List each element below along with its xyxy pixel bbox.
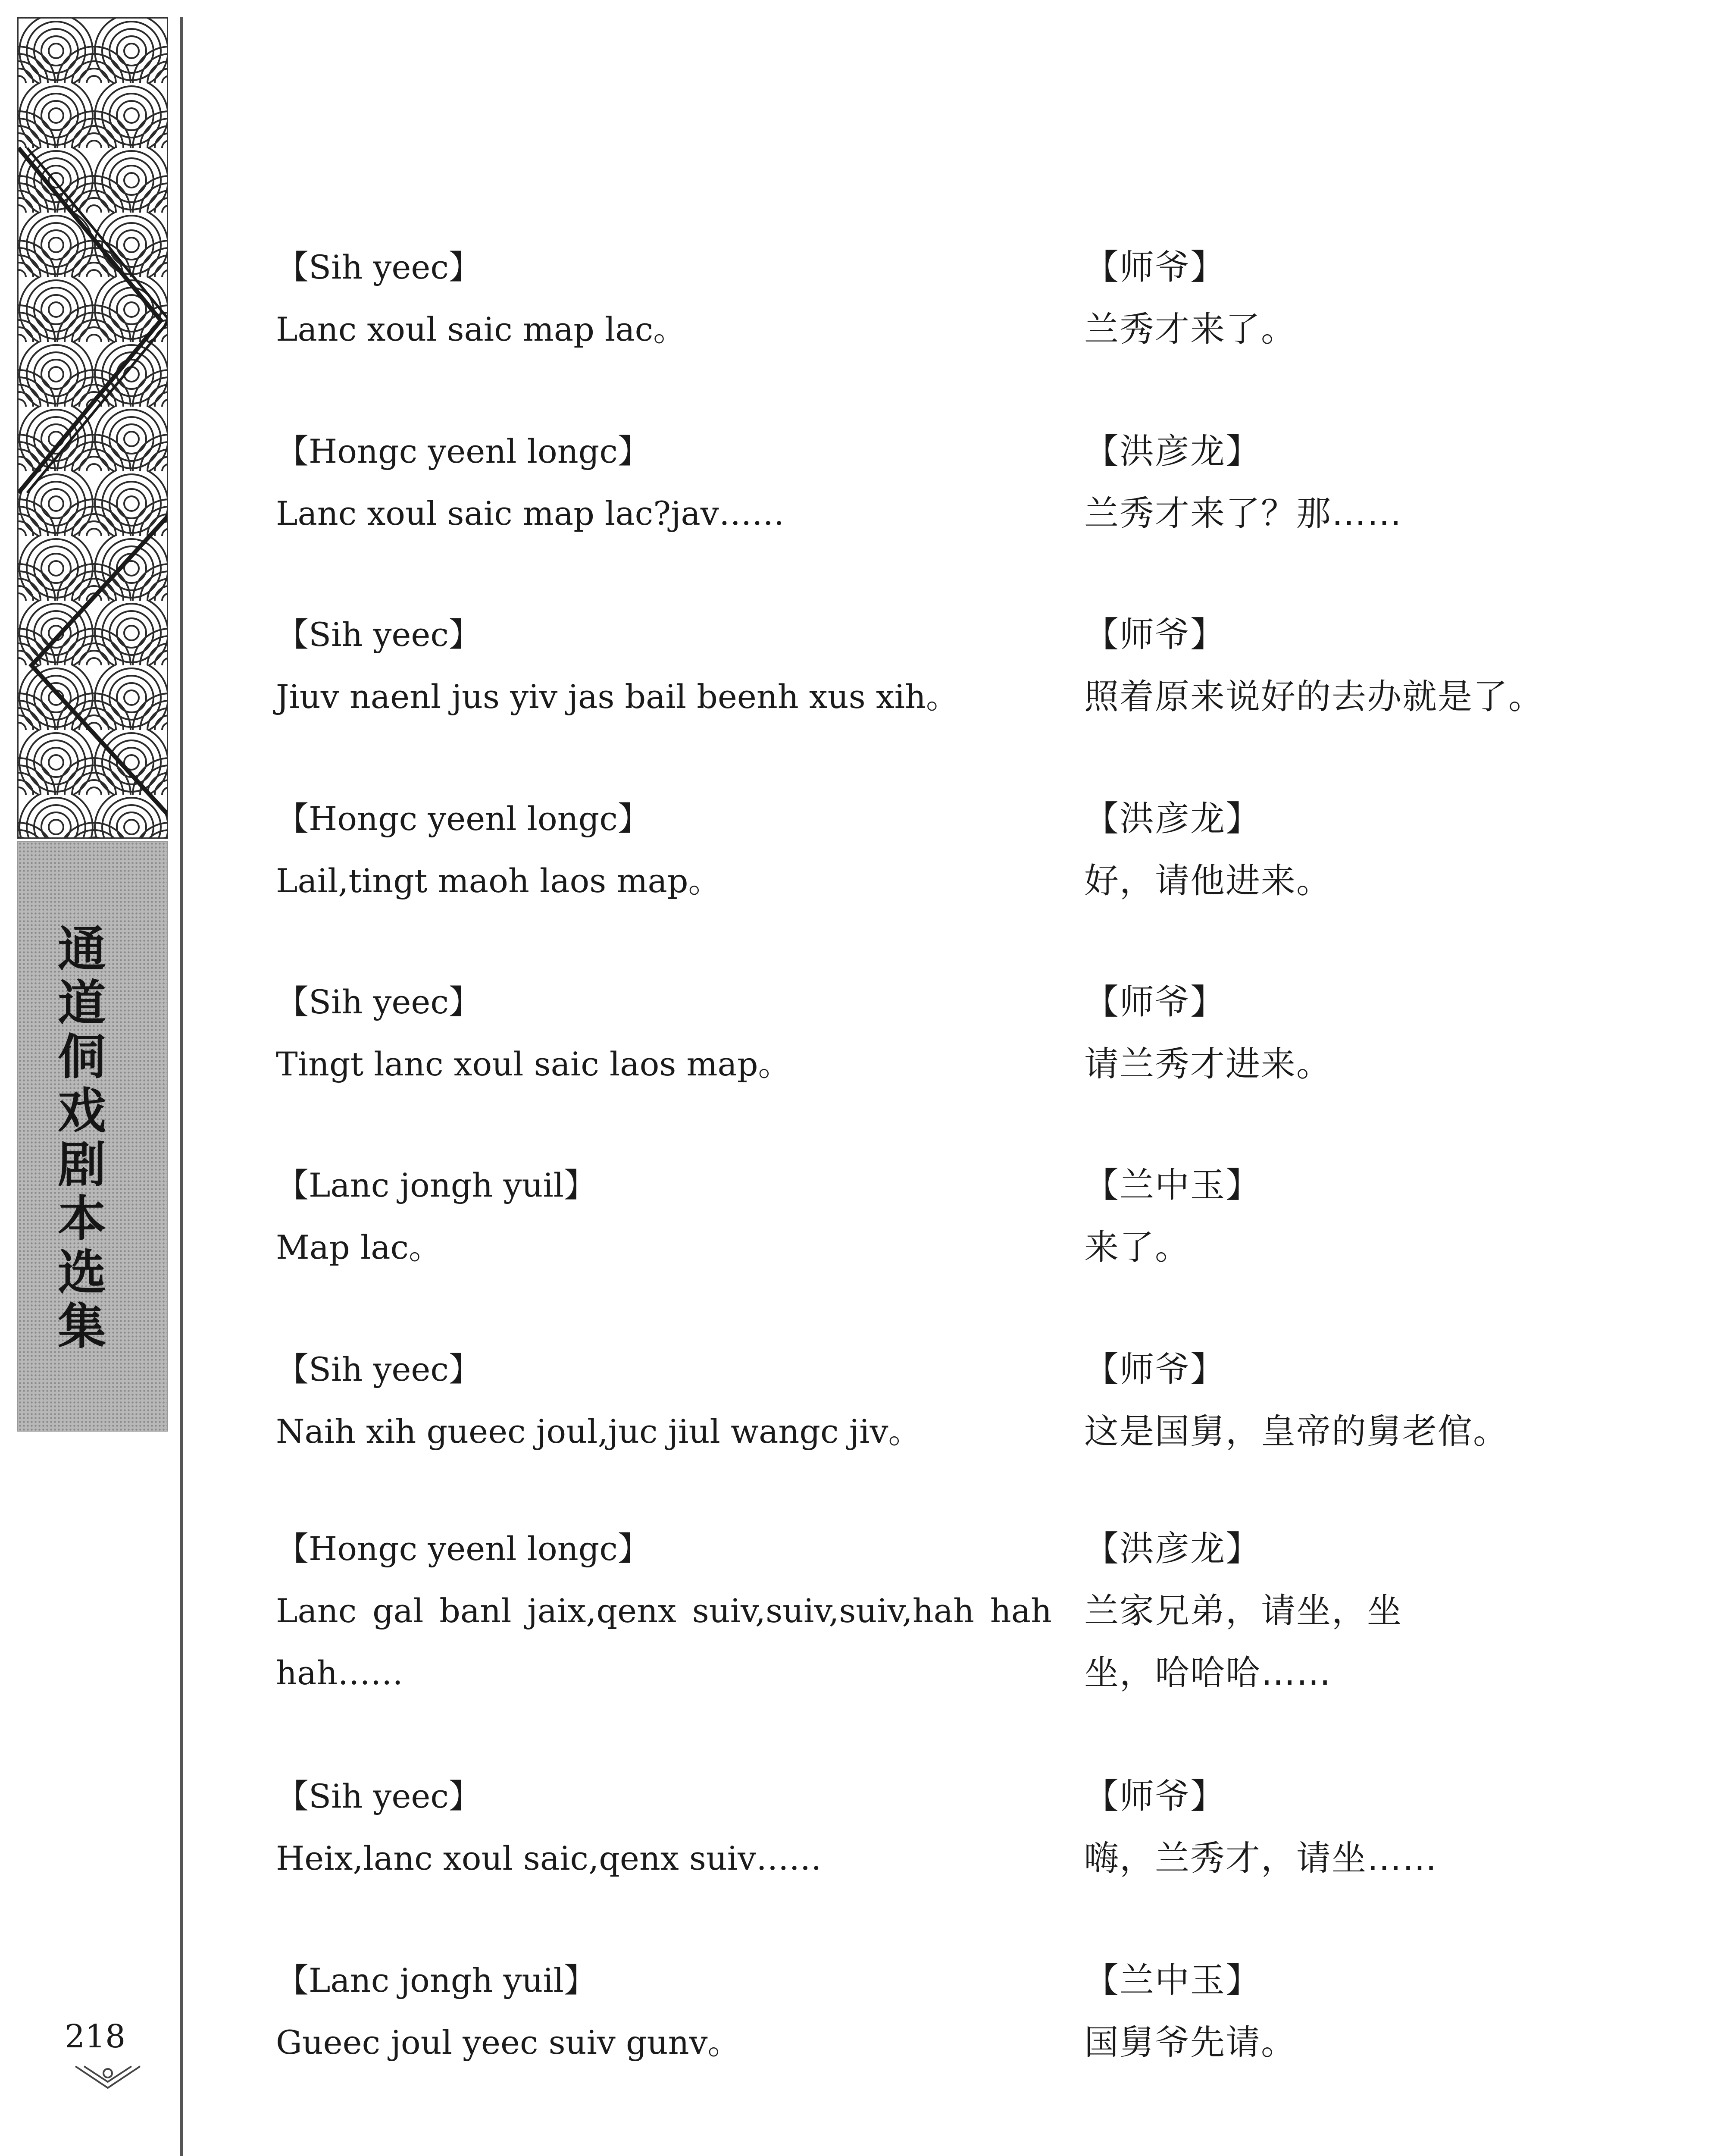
dong-speaker: 【Hongc yeenl longc】 xyxy=(276,799,651,838)
dong-line: Lanc xoul saic map lac。 xyxy=(276,310,686,348)
chinese-speaker: 【师爷】 xyxy=(1084,247,1226,287)
dong-line: Heix,lanc xoul saic,qenx suiv…… xyxy=(276,1839,822,1877)
chinese-speaker: 【洪彦龙】 xyxy=(1084,1529,1261,1569)
dong-line: Map lac。 xyxy=(276,1228,442,1266)
dong-text xyxy=(276,420,1052,545)
margin-divider-line xyxy=(180,17,183,2156)
chinese-text xyxy=(1084,1765,1558,1890)
decorative-cloud-pattern xyxy=(17,17,168,839)
chinese-text xyxy=(1084,1949,1558,2074)
dong-speaker: 【Sih yeec】 xyxy=(276,1350,482,1388)
dong-speaker: 【Sih yeec】 xyxy=(276,615,482,654)
book-title: 通道侗戏剧本选集 xyxy=(58,921,106,1355)
dong-text xyxy=(276,1154,1052,1279)
dong-line: Tingt lanc xoul saic laos map。 xyxy=(276,1045,791,1083)
chinese-text xyxy=(1084,788,1558,912)
chinese-text xyxy=(1084,604,1558,728)
chinese-text xyxy=(1084,1338,1558,1463)
chinese-line: 兰秀才来了。 xyxy=(1084,309,1296,349)
page-ornament-icon xyxy=(73,2061,142,2091)
dong-text xyxy=(276,1765,1052,1890)
chinese-line: 请兰秀才进来。 xyxy=(1084,1044,1332,1084)
dong-text xyxy=(276,788,1052,912)
chinese-line: 来了。 xyxy=(1084,1227,1190,1267)
dong-speaker: 【Lanc jongh yuil】 xyxy=(276,1961,597,1999)
dong-line: Lanc gal banl jaix,qenx suiv,suiv,suiv,hah hah hah…… xyxy=(276,1592,1052,1692)
dong-line: Lanc xoul saic map lac?jav…… xyxy=(276,494,785,533)
dong-speaker: 【Sih yeec】 xyxy=(276,1777,482,1815)
dong-line: Gueec joul yeec suiv gunv。 xyxy=(276,2023,741,2062)
chinese-speaker: 【师爷】 xyxy=(1084,982,1226,1022)
dong-text xyxy=(276,1949,1052,2074)
chinese-text xyxy=(1084,420,1558,545)
dong-text xyxy=(276,971,1052,1095)
chinese-speaker: 【洪彦龙】 xyxy=(1084,799,1261,839)
chinese-line: 照着原来说好的去办就是了。 xyxy=(1084,677,1544,717)
chinese-speaker: 【师爷】 xyxy=(1084,1349,1226,1389)
dong-text xyxy=(276,1338,1052,1463)
chinese-speaker: 【兰中玉】 xyxy=(1084,1960,1261,2000)
side-band xyxy=(0,0,172,2156)
chinese-text xyxy=(1084,1518,1429,1704)
dong-line: Jiuv naenl jus yiv jas bail beenh xus xih。 xyxy=(276,677,959,716)
dong-speaker: 【Sih yeec】 xyxy=(276,248,482,286)
chinese-text xyxy=(1084,236,1558,360)
chinese-line: 兰家兄弟，请坐，坐坐，哈哈哈…… xyxy=(1084,1591,1402,1693)
dong-text xyxy=(276,1518,1052,1704)
chinese-line: 兰秀才来了？那…… xyxy=(1084,493,1402,533)
dong-line: Lail,tingt maoh laos map。 xyxy=(276,862,721,900)
dong-line: Naih xih gueec joul,juc jiul wangc jiv。 xyxy=(276,1412,921,1451)
dong-speaker: 【Hongc yeenl longc】 xyxy=(276,432,651,470)
chinese-speaker: 【兰中玉】 xyxy=(1084,1165,1261,1205)
dong-text xyxy=(276,236,1052,360)
dong-speaker: 【Sih yeec】 xyxy=(276,983,482,1021)
chinese-speaker: 【师爷】 xyxy=(1084,1776,1226,1816)
dong-speaker: 【Lanc jongh yuil】 xyxy=(276,1166,597,1204)
chinese-speaker: 【洪彦龙】 xyxy=(1084,431,1261,471)
chinese-line: 这是国舅，皇帝的舅老倌。 xyxy=(1084,1411,1508,1451)
chinese-text xyxy=(1084,971,1558,1095)
page-number: 218 xyxy=(65,2018,126,2055)
chinese-speaker: 【师爷】 xyxy=(1084,614,1226,655)
chinese-line: 好，请他进来。 xyxy=(1084,861,1332,901)
chinese-text xyxy=(1084,1154,1558,1279)
dong-text xyxy=(276,604,1052,728)
chinese-line: 嗨，兰秀才，请坐…… xyxy=(1084,1838,1438,1878)
dong-speaker: 【Hongc yeenl longc】 xyxy=(276,1529,651,1568)
chinese-line: 国舅爷先请。 xyxy=(1084,2022,1296,2062)
